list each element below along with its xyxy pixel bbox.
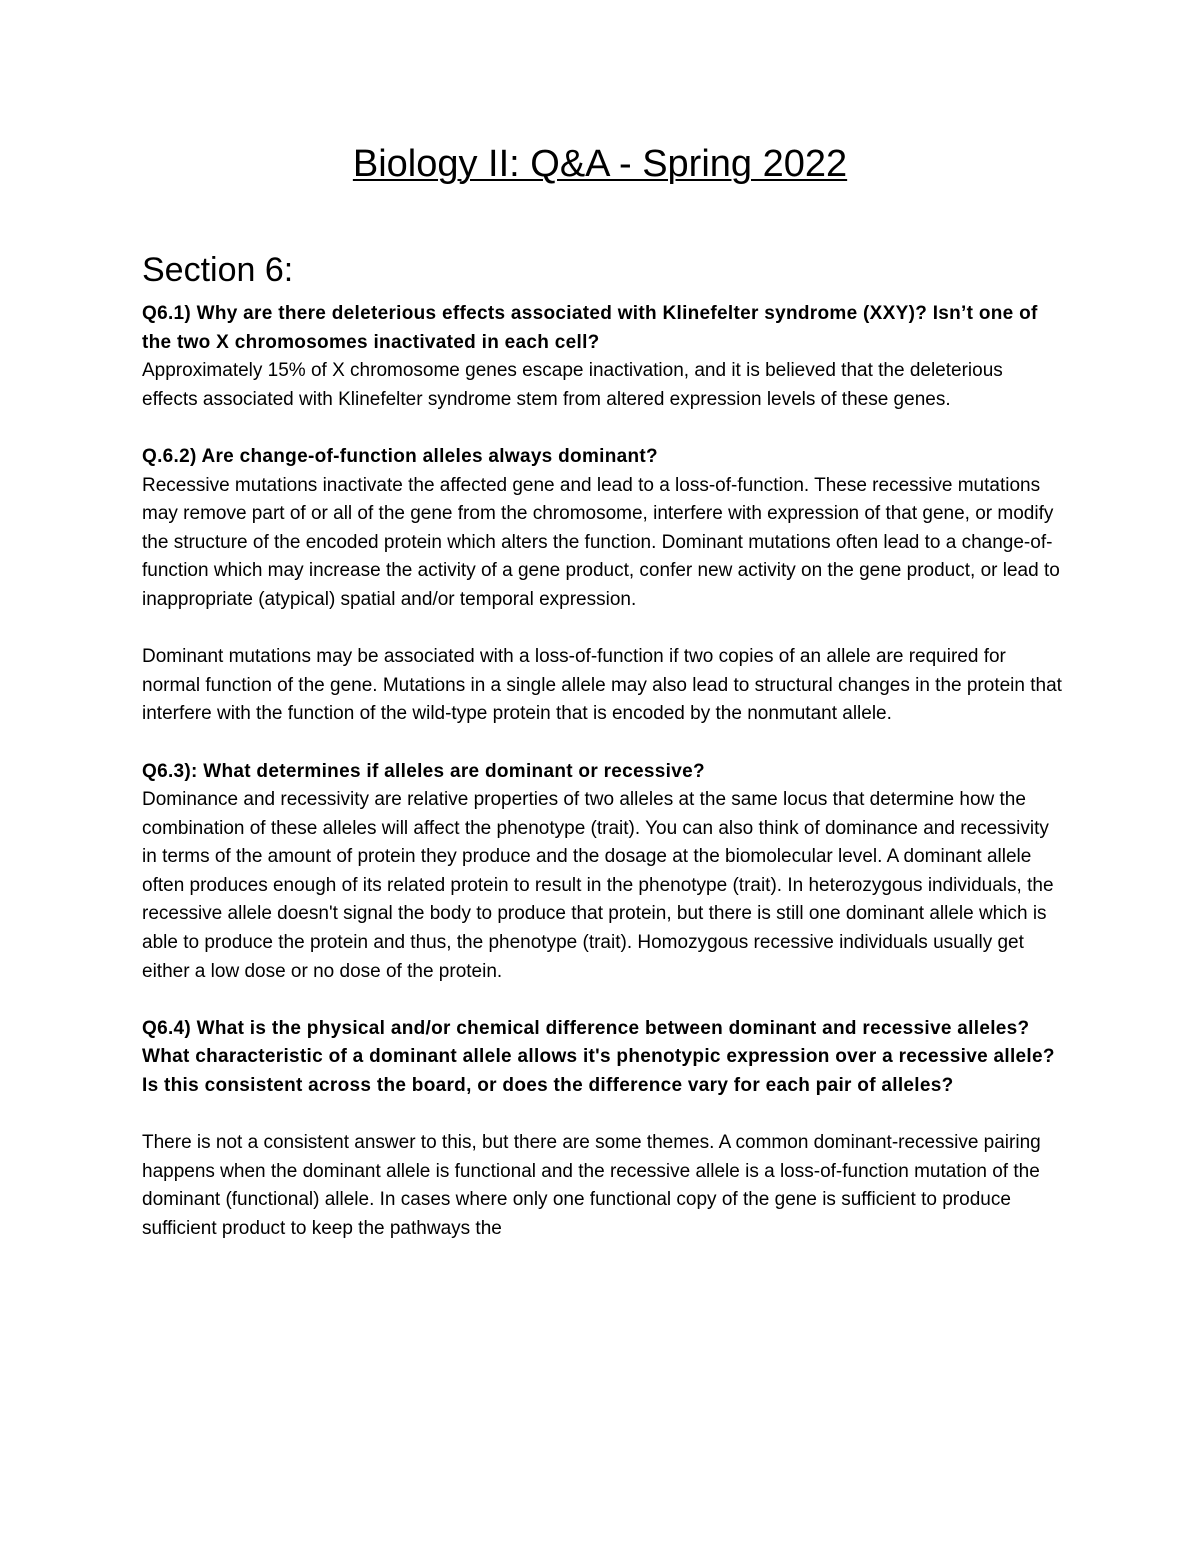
qa-item-6-3 [142,758,1062,987]
document-title: Biology II: Q&A - Spring 2022 [352,143,848,185]
qa-item-6-1 [142,300,1062,414]
question-6-1: Q6.1) Why are there deleterious effects associated with Klinefelter syndrome (XXY)? Isn’t one of the two X chromosomes inactivated in each cell? [142,303,1038,353]
answer-6-3: Dominance and recessivity are relative properties of two alleles at the same locus that determine how the combination of these alleles will affect the phenotype (trait). You can also think of dominance and recessivity in terms of the amount of protein they produce and the dosage at the biomolecular level. A dominant allele often produces enough of its related protein to result in the phenotype (trait). In heterozygous individuals, the recessive allele doesn't signal the body to produce that protein, but there is still one dominant allele which is able to produce the protein and thus, the phenotype (trait). Homozygous recessive individuals usually get either a low dose or no dose of the protein. [142,789,1054,982]
answer-6-2-paragraph-2: Dominant mutations may be associated with a loss-of-function if two copies of an allele are required for normal function of the gene. Mutations in a single allele may also lead to structural changes in the protein that interfere with the function of the wild-type protein that is encoded by the nonmutant allele. [142,646,1062,725]
question-6-2: Q.6.2) Are change-of-function alleles always dominant? [142,445,658,467]
qa-item-6-2 [142,443,1062,729]
spacer [142,414,1062,443]
answer-6-2-paragraph-1: Recessive mutations inactivate the affected gene and lead to a loss-of-function. These recessive mutations may remove part of or all of the gene from the chromosome, interfere with expression of that gene, or modify the structure of the encoded protein which alters the function. Dominant mutations often lead to a change-of-function which may increase the activity of a gene product, confer new activity on the gene product, or lead to inappropriate (atypical) spatial and/or temporal expression. [142,474,1060,610]
spacer [142,1101,1062,1130]
question-6-4: Q6.4) What is the physical and/or chemical difference between dominant and recessive alleles? What characteristic of a dominant allele allows it's phenotypic expression over a recessive allele? Is this consistent across the board, or does the difference vary for each pair of alleles? [142,1017,1055,1097]
section-heading: Section 6: [142,251,294,289]
document-body [142,248,1062,1244]
qa-item-6-4 [142,1015,1062,1244]
answer-6-4: There is not a consistent answer to this, but there are some themes. A common dominant-recessive pairing happens when the dominant allele is functional and the recessive allele is a loss-of-function mutation of the dominant (functional) allele. In cases where only one functional copy of the gene is sufficient to produce sufficient product to keep the pathways the [142,1132,1041,1239]
spacer [142,615,1062,644]
spacer [142,729,1062,758]
spacer [142,986,1062,1015]
question-6-3: Q6.3): What determines if alleles are dominant or recessive? [142,760,705,782]
answer-6-1: Approximately 15% of X chromosome genes escape inactivation, and it is believed that the deleterious effects associated with Klinefelter syndrome stem from altered expression levels of these genes. [142,360,1003,410]
